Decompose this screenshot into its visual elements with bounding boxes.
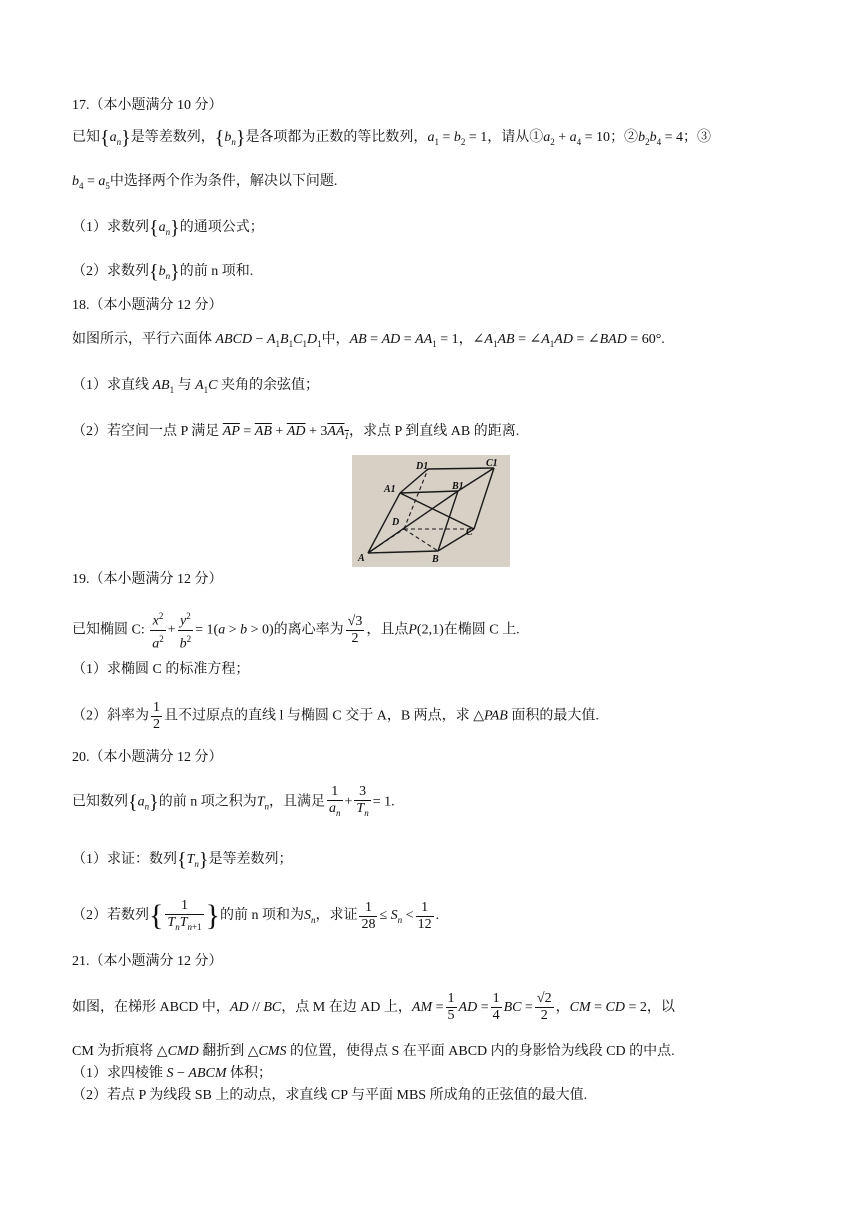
label-b1: B1: [452, 481, 464, 492]
label-b: B: [432, 554, 439, 565]
label-a1: A1: [384, 484, 396, 495]
q21-part1: （1）求四棱锥 S − ABCM 体积；: [72, 1066, 273, 1081]
label-a: A: [358, 553, 365, 564]
q20-stem: 已知数列$\{a_n\}$的前 n 项之积为$T_n$，且满足 $\frac{1}{a_n}$ + $\frac{3}{T_n}$ = 1.: [72, 784, 395, 818]
q18-stem: 如图所示，平行六面体 ABCD − $A_1B_1C_1D_1$中，AB = AD = $AA_1 = 1$，$\angle A_1AB$ = $\angle A_1AD$ = ∠BAD = 60°.: [72, 332, 665, 349]
q19-heading: 19.（本小题满分 12 分）: [72, 572, 223, 587]
q18-part1: （1）求直线 $AB_1$ 与 $A_1C$ 夹角的余弦值；: [72, 378, 320, 395]
q18-part2: （2）若空间一点 P 满足 $\overline{AP} = \overline{AB} + \overline{AD} + 3AA_1$，求点 P 到直线 AB 的距离.: [72, 424, 520, 441]
q17-stem-cont: $b_4 = a_5$中选择两个作为条件，解决以下问题.: [72, 174, 338, 191]
q17-stem: 已知$\{a_n\}$是等差数列，$\{b_n\}$是各项都为正数的等比数列，$a_1 = b_2 = 1$，请从$①a_2 + a_4 = 10$；$②b_2b_4 = 4$；③: [72, 127, 711, 149]
q20-part1: （1）求证：数列$\{T_n\}$是等差数列；: [72, 849, 293, 871]
q17-heading: 17.（本小题满分 10 分）: [72, 98, 223, 113]
q17-part1: （1）求数列$\{a_n\}$的通项公式；: [72, 217, 264, 239]
label-d: D: [392, 517, 400, 528]
q17-part2: （2）求数列$\{b_n\}$的前 n 项和.: [72, 261, 254, 283]
q21-heading: 21.（本小题满分 12 分）: [72, 954, 223, 969]
q19-stem: 已知椭圆 C: $\frac{x^2}{a^2}$ + $\frac{y^2}{b^2}$ = 1(a > b > 0)的离心率为 $\frac{√3}{2}$ ，且点P(2,1)在椭圆 C 上.: [72, 608, 800, 652]
q19-part2: （2）斜率为 $\frac{1}{2}$ 且不过原点的直线 l 与椭圆 C 交于 A，B 两点，求 △PAB 面积的最大值.: [72, 700, 599, 732]
parallelepiped-diagram: [352, 455, 510, 567]
parallelepiped-figure: [352, 455, 510, 567]
q20-part2: （2）若数列{ $\frac{1}{T_nT_{n+1}}$ }的前 n 项和为$S_n$，求证 $\frac{1}{28}$ ≤ $S_n$ < $\frac{1}{12}$ .: [72, 897, 440, 932]
q20-heading: 20.（本小题满分 12 分）: [72, 750, 223, 765]
q19-part1: （1）求椭圆 C 的标准方程；: [72, 662, 250, 677]
label-d1: D1: [416, 461, 429, 472]
q18-heading: 18.（本小题满分 12 分）: [72, 298, 223, 313]
q21-stem: 如图，在梯形 ABCD 中，AD // BC，点 M 在边 AD 上，AM = $\frac{1}{5}$ AD = $\frac{1}{4}$ BC = $\frac{√2}{2}$ ，CM = CD = 2，以: [72, 991, 675, 1024]
label-c1: C1: [486, 458, 498, 469]
label-c: C: [466, 527, 473, 538]
q21-part2: （2）若点 P 为线段 SB 上的动点，求直线 CP 与平面 MBS 所成角的正弦值的最大值.: [72, 1088, 588, 1103]
q21-stem-cont: CM 为折痕将 △CMD 翻折到 △CMS 的位置，使得点 S 在平面 ABCD 内的身影恰为线段 CD 的中点.: [72, 1044, 675, 1059]
